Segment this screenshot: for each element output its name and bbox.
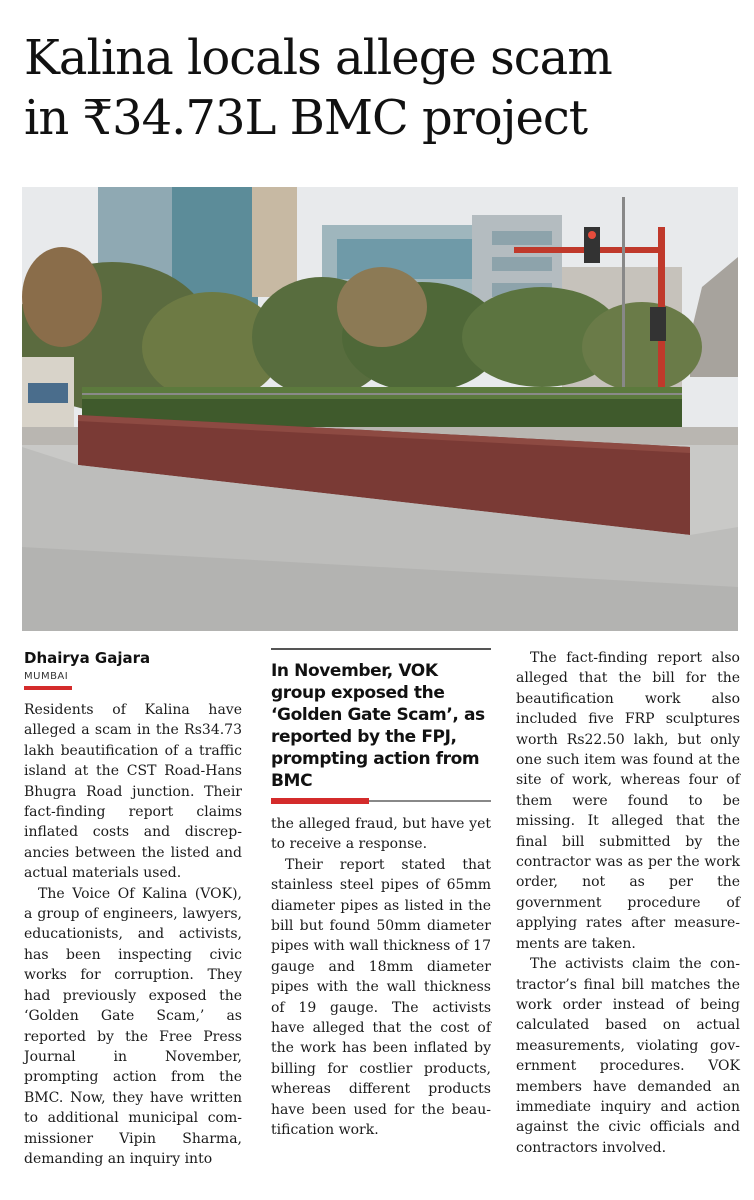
body-paragraph: The fact-finding report also alleged that the bill for the beautification work also included five FRP sculptures worth Rs22.50 lakh, but only one such item was found at the site of work, whereas four of them were found to be missing. It alleged that the final bill submitted by the contractor was as per the work order, not as per the government procedure of applying rates after measurements are taken.: [516, 650, 740, 952]
body-paragraph: The Voice Of Kalina (VOK), a group of engineers, lawyers, educationists, and activists, has been inspecting civic works for corruption. They had previously exposed the ‘Golden Gate Scam,’ as reported by the Free Press Journal in November, prompting action from the BMC. Now, they have written to additional municipal commissioner Vipin Sharma, demanding an inquiry into: [24, 885, 242, 1167]
byline-divider: [24, 686, 72, 690]
byline-location: MUMBAI: [24, 671, 69, 682]
body-paragraph: Their report stated that stainless steel pipes of 65mm diameter pipes as listed in the bill but found 50mm diameter pipes with wall thickness of 17 gauge and 18mm diameter pipes with the wall thickness of 19 gauge. The activists have alleged that the cost of the work has been inflated by billing for costlier products, whereas different products have been used for the beautification work.: [271, 856, 491, 1139]
news-photo: [22, 187, 738, 631]
byline-author: Dhairya Gajara: [24, 649, 151, 667]
headline-line-1: Kalina locals allege scam: [24, 30, 612, 86]
pull-quote-divider: [271, 800, 491, 802]
column-3: [516, 648, 740, 1158]
pull-quote-text: In November, VOK group exposed the ‘Golden Gate Scam’, as reported by the FPJ, prompting action from BMC: [271, 661, 485, 791]
headline: [24, 28, 734, 148]
pull-quote-accent: [271, 798, 369, 804]
headline-line-2: in ₹34.73L BMC project: [24, 90, 588, 146]
body-paragraph: Residents of Kalina have alleged a scam in the Rs34.73 lakh beautification of a traffic island at the CST Road-Hans Bhugra Road junction. Their fact-finding report claims inflated costs and discrepancies between the listed and actual materials used.: [24, 702, 242, 882]
column-2: [271, 648, 491, 1141]
body-paragraph: the alleged fraud, but have yet to receive a response.: [271, 816, 491, 853]
body-paragraph: The activists claim the contractor’s final bill matches the work order instead of being calculated based on actual measurements, violating government procedures. VOK members have demanded an immediate inquiry and action against the civic officials and contractors involved.: [516, 956, 740, 1156]
column-1: [24, 648, 242, 1169]
pull-quote: [271, 648, 491, 792]
